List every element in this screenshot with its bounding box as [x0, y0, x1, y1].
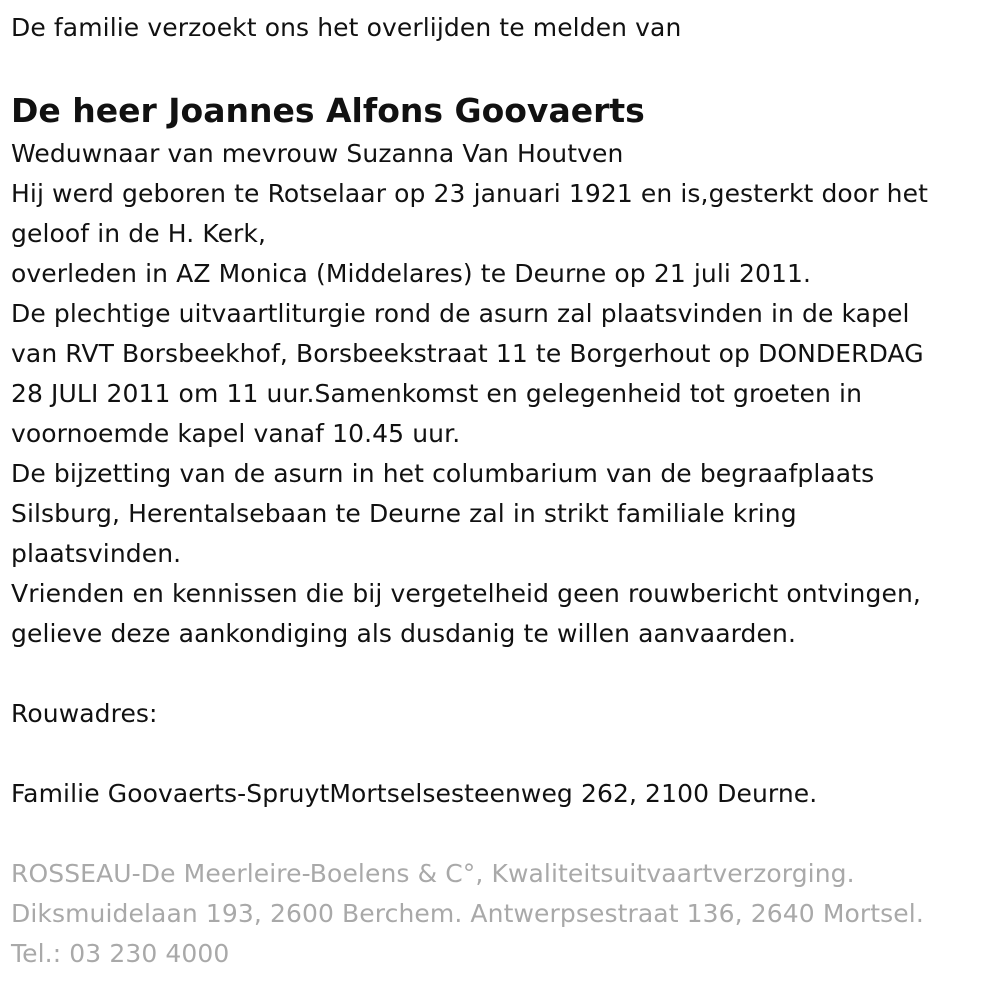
spacer	[11, 734, 1000, 774]
address-label: Rouwadres:	[11, 699, 158, 728]
body-line: Weduwnaar van mevrouw Suzanna Van Houtven	[11, 139, 624, 168]
mourning-address: Familie Goovaerts-SpruytMortselsesteenweg 262, 2100 Deurne.	[11, 779, 818, 808]
body-line: van RVT Borsbeekhof, Borsbeekstraat 11 te Borgerhout op DONDERDAG	[11, 339, 924, 368]
funeral-director-info	[11, 854, 1000, 974]
body-line: De plechtige uitvaartliturgie rond de asurn zal plaatsvinden in de kapel	[11, 299, 910, 328]
spacer	[11, 814, 1000, 854]
body-line: Vrienden en kennissen die bij vergetelheid geen rouwbericht ontvingen,	[11, 579, 921, 608]
body-line: voornoemde kapel vanaf 10.45 uur.	[11, 419, 461, 448]
body-line: gelieve deze aankondiging als dusdanig te willen aanvaarden.	[11, 619, 797, 648]
footer-line: ROSSEAU-De Meerleire-Boelens & C°, Kwaliteitsuitvaartverzorging.	[11, 859, 855, 888]
body-line: plaatsvinden.	[11, 539, 182, 568]
deceased-name: De heer Joannes Alfons Goovaerts	[11, 91, 645, 130]
footer-line: Diksmuidelaan 193, 2600 Berchem. Antwerpsestraat 136, 2640 Mortsel.	[11, 899, 924, 928]
notice-body	[11, 134, 1000, 654]
body-line: De bijzetting van de asurn in het columbarium van de begraafplaats	[11, 459, 875, 488]
body-line: overleden in AZ Monica (Middelares) te Deurne op 21 juli 2011.	[11, 259, 812, 288]
footer-line: Tel.: 03 230 4000	[11, 939, 230, 968]
body-line: Hij werd geboren te Rotselaar op 23 januari 1921 en is,gesterkt door het	[11, 179, 928, 208]
body-line: 28 JULI 2011 om 11 uur.Samenkomst en gelegenheid tot groeten in	[11, 379, 863, 408]
spacer	[11, 654, 1000, 694]
body-line: Silsburg, Herentalsebaan te Deurne zal in strikt familiale kring	[11, 499, 797, 528]
body-line: geloof in de H. Kerk,	[11, 219, 267, 248]
intro-text: De familie verzoekt ons het overlijden te melden van	[11, 13, 682, 42]
